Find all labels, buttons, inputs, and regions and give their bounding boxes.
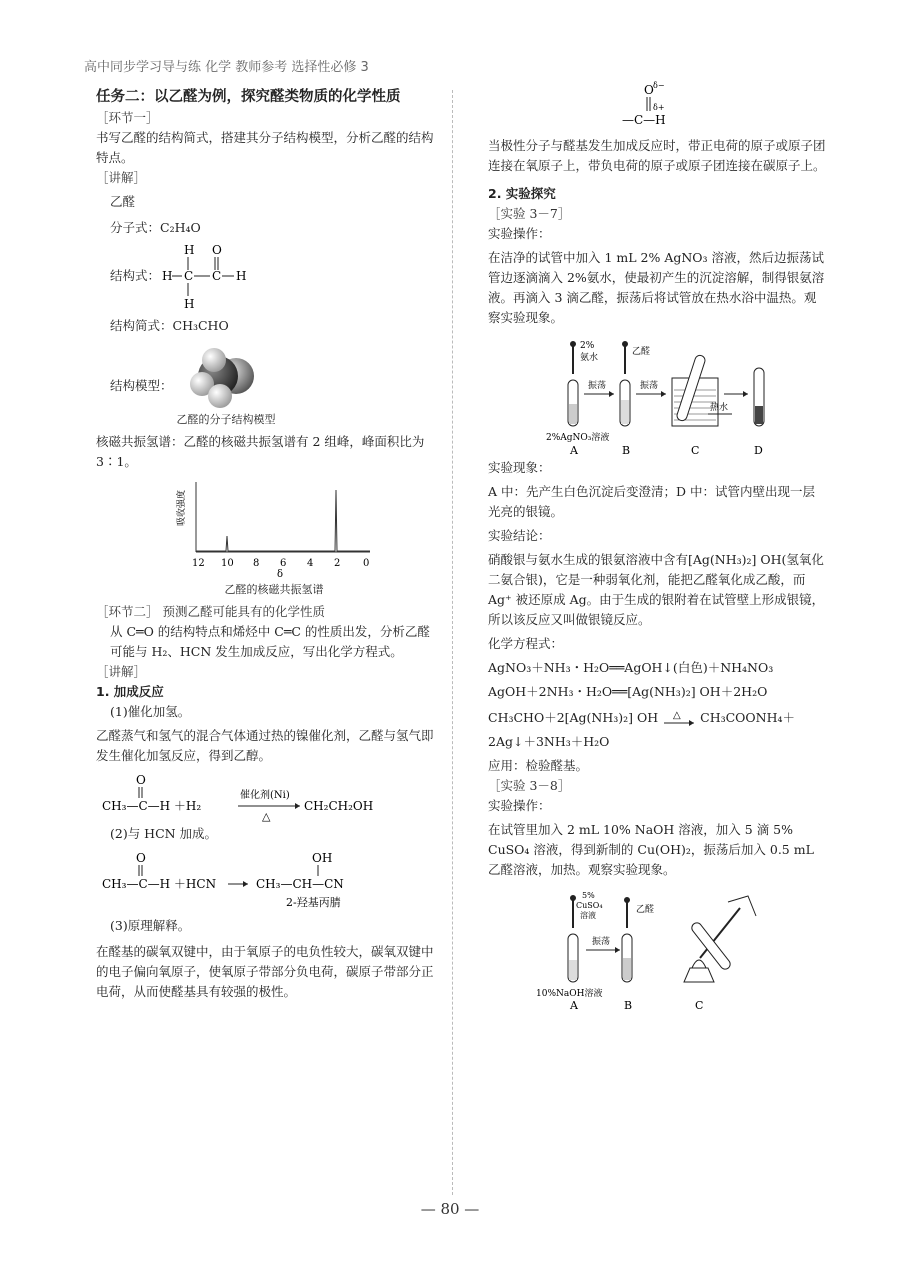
op-label: 实验操作： — [488, 226, 551, 241]
heat-symbol: △ — [262, 810, 271, 823]
column-divider — [452, 90, 453, 1195]
paragraph: 在试管里加入 2 mL 10% NaOH 溶液，加入 5 滴 5% CuSO₄ 溶液，得到新制的 Cu(OH)₂，振荡后加入 0.5 mL 乙醛溶液，加热。观察实验现象。 — [488, 822, 814, 877]
fig2-label-c: C — [695, 999, 704, 1012]
cuso4-label-2: CuSO₄ — [576, 901, 603, 910]
copper-hydroxide-figure — [488, 888, 826, 1012]
compound-name: 乙醛 — [110, 194, 136, 209]
hot-water-label: 热水 — [710, 403, 729, 413]
equation-hcn — [96, 848, 442, 912]
task-title: 任务二：以乙醛为例，探究醛类物质的化学性质 — [96, 89, 401, 105]
equation-part: CH₃CHO＋2[Ag(NH₃)₂] OH — [488, 710, 659, 725]
paragraph: 在醛基的碳氧双键中，由于氧原子的电负性较大，碳氧双键中的电子偏向氧原子，使氧原子带部分负电荷，碳原子带部分正电荷，从而使醛基具有较强的极性。 — [96, 944, 434, 999]
experiment-tag: ［实验 3－8］ — [488, 778, 571, 793]
model-caption: 乙醛的分子结构模型 — [176, 413, 276, 426]
cuso4-label-1: 5% — [582, 891, 595, 900]
aldehyde-label: 乙醛 — [632, 347, 651, 357]
fig1-label-b: B — [622, 444, 631, 457]
structural-formula — [96, 240, 442, 312]
agno3-label: 2%AgNO₃溶液 — [546, 433, 610, 443]
svg-text:δ−: δ− — [653, 81, 665, 90]
paragraph: 在洁净的试管中加入 1 mL 2% AgNO₃ 溶液，然后边振荡试管边逐滴滴入 2%氨水，使最初产生的沉淀溶解，制得银氨溶液。再滴入 3 滴乙醛，振荡后将试管放在热水浴中温热。观察实验现象。 — [488, 250, 825, 325]
molecular-model-icon — [188, 344, 268, 414]
left-column — [96, 86, 442, 1002]
equation-part: CH₃COONH₄＋ — [700, 710, 796, 725]
formula-line — [96, 218, 442, 238]
eq-label: 化学方程式： — [488, 636, 564, 651]
struct-label: 结构式： — [110, 268, 161, 283]
paragraph: A 中：先产生白色沉淀后变澄清；D 中：试管内壁出现一层光亮的银镜。 — [488, 484, 815, 519]
paragraph: 从 C═O 的结构特点和烯烃中 C═C 的性质出发，分析乙醛可能与 H₂、HCN 发生加成反应，写出化学方程式。 — [110, 624, 430, 659]
silver-mirror-figure — [488, 334, 826, 458]
fig2-label-a: A — [570, 999, 578, 1012]
aldehyde-label-2: 乙醛 — [636, 905, 655, 915]
right-column — [488, 81, 826, 1012]
product-name: 2-羟基丙腈 — [286, 896, 341, 909]
svg-text:H: H — [162, 269, 173, 283]
shake-label: 振荡 — [588, 381, 607, 391]
svg-text:δ+: δ+ — [653, 103, 665, 112]
cuso4-label-3: 溶液 — [580, 911, 596, 920]
ethanol-product: CH₂CH₂OH — [304, 799, 374, 813]
svg-text:O: O — [136, 773, 146, 787]
hcn-equation — [96, 848, 442, 912]
application: 应用：检验醛基。 — [488, 758, 589, 773]
nmr-text: 核磁共振氢谱：乙醛的核磁共振氢谱有 2 组峰，峰面积比为 3∶1。 — [96, 434, 425, 469]
svg-text:O: O — [644, 83, 654, 97]
svg-text:H: H — [236, 269, 247, 283]
copper-hydroxide-apparatus — [488, 888, 826, 1012]
paragraph: 当极性分子与醛基发生加成反应时，带正电荷的原子或原子团连接在氧原子上，带负电荷的原子或原子团连接在碳原子上。 — [488, 138, 826, 173]
svg-text:0: 0 — [363, 558, 370, 569]
catalyst-label: 催化剂(Ni) — [240, 790, 290, 801]
svg-text:O: O — [136, 851, 146, 865]
page-number: — 80 — — [420, 1200, 480, 1218]
silver-mirror-apparatus — [488, 334, 826, 458]
nmr-axis-label: δ — [277, 569, 284, 578]
svg-text:6: 6 — [280, 558, 287, 569]
subheading: (3)原理解释。 — [110, 918, 191, 933]
svg-text:4: 4 — [307, 558, 314, 569]
section-tag: ［讲解］ — [96, 170, 147, 185]
svg-text:△: △ — [673, 709, 681, 721]
svg-text:H: H — [184, 297, 195, 311]
svg-text:—C—H: —C—H — [622, 113, 666, 127]
svg-text:8: 8 — [253, 558, 260, 569]
equation: AgNO₃＋NH₃・H₂O══AgOH↓(白色)＋NH₄NO₃ — [488, 660, 774, 675]
ammonia-label-2: 氨水 — [580, 353, 599, 363]
formula-label: 分子式： — [110, 220, 161, 235]
svg-text:CH₃—CH—CN: CH₃—CH—CN — [256, 877, 344, 891]
svg-text:2: 2 — [334, 558, 341, 569]
section-tag: ［讲解］ — [96, 664, 147, 679]
svg-text:OH: OH — [312, 851, 333, 865]
fig1-label-a: A — [570, 444, 578, 457]
polar-carbonyl-diagram — [618, 80, 818, 130]
simple-formula-value: CH₃CHO — [172, 318, 229, 333]
subheading: (1)催化加氢。 — [110, 704, 191, 719]
molecular-model — [96, 336, 442, 426]
shake-label-3: 振荡 — [592, 937, 611, 947]
running-head: 高中同步学习导与练 化学 教师参考 选择性必修 3 — [84, 60, 369, 75]
section-heading: 2. 实验探究 — [488, 186, 556, 201]
experiment-tag: ［实验 3－7］ — [488, 206, 571, 221]
formula-value: C₂H₄O — [160, 220, 201, 235]
phen-label: 实验现象： — [488, 460, 551, 475]
ammonia-label-1: 2% — [580, 341, 595, 351]
equation-hydrogenation — [96, 770, 442, 824]
svg-text:H: H — [184, 243, 195, 257]
svg-text:CH₃—C—H ＋H₂: CH₃—C—H ＋H₂ — [102, 799, 202, 813]
svg-text:O: O — [212, 243, 222, 257]
svg-text:C: C — [184, 269, 194, 283]
svg-text:C: C — [212, 269, 222, 283]
heat-arrow — [662, 709, 696, 729]
polar-carbonyl — [488, 81, 826, 136]
subheading: (2)与 HCN 加成。 — [110, 826, 218, 841]
simple-formula-label: 结构简式： — [110, 318, 173, 333]
section-tag: ［环节二］ 预测乙醛可能具有的化学性质 — [96, 604, 325, 619]
fig1-label-d: D — [754, 444, 763, 457]
model-label: 结构模型： — [110, 378, 173, 393]
paragraph: 乙醛蒸气和氢气的混合气体通过热的镍催化剂，乙醛与氢气即发生催化加氢反应，得到乙醇。 — [96, 728, 434, 763]
equation: AgOH＋2NH₃・H₂O══[Ag(NH₃)₂] OH＋2H₂O — [488, 684, 768, 699]
equation-silver-mirror — [488, 708, 826, 732]
svg-text:吸收强度: 吸收强度 — [177, 489, 187, 526]
section-tag: ［环节一］ — [96, 110, 159, 125]
structural-formula-diagram — [162, 240, 322, 312]
paragraph: 书写乙醛的结构简式，搭建其分子结构模型，分析乙醛的结构特点。 — [96, 130, 434, 165]
paragraph: 硝酸银与氨水生成的银氨溶液中含有[Ag(NH₃)₂] OH(氢氧化二氨合银)，它是一种弱氧化剂，能把乙醛氧化成乙酸，而 Ag⁺ 被还原成 Ag。由于生成的银附着在试管壁上形成银镜，所以该反应又叫做银镜反应。 — [488, 552, 825, 627]
hydrogenation-equation — [96, 770, 442, 824]
equation: 2Ag↓＋3NH₃＋H₂O — [488, 734, 610, 749]
naoh-label: 10%NaOH溶液 — [536, 989, 603, 999]
nmr-spectrum — [174, 478, 374, 578]
shake-label-2: 振荡 — [640, 381, 659, 391]
nmr-figure — [96, 478, 442, 600]
simple-formula-line — [96, 316, 442, 336]
fig2-label-b: B — [624, 999, 633, 1012]
fig1-label-c: C — [691, 444, 700, 457]
svg-text:10: 10 — [221, 558, 234, 569]
op-label: 实验操作： — [488, 798, 551, 813]
svg-text:12: 12 — [192, 558, 205, 569]
nmr-caption: 乙醛的核磁共振氢谱 — [224, 583, 324, 596]
section-heading: 1. 加成反应 — [96, 684, 164, 699]
concl-label: 实验结论： — [488, 528, 551, 543]
svg-text:CH₃—C—H ＋HCN: CH₃—C—H ＋HCN — [102, 877, 217, 891]
